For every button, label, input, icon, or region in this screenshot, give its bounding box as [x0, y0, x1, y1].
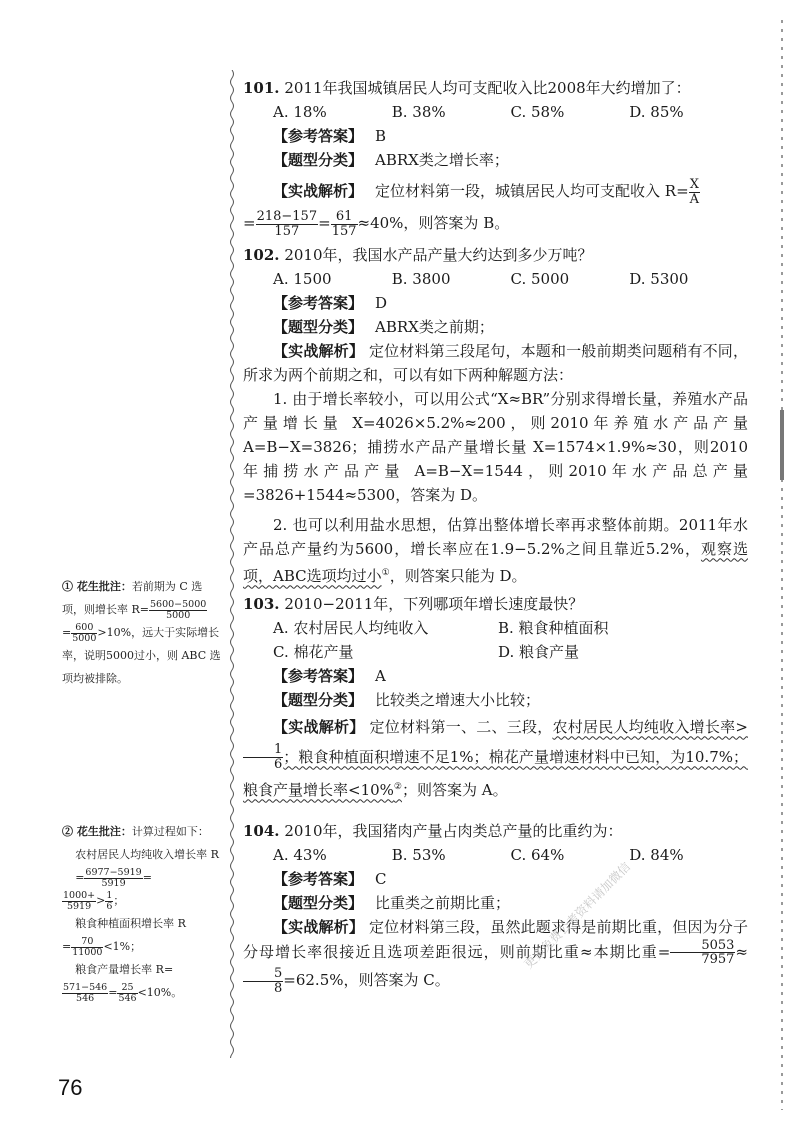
note2-title: 计算过程如下：: [131, 825, 209, 838]
note2-frac1-num: 6977−5919: [85, 866, 142, 878]
note2-frac6-num: 25: [117, 983, 137, 994]
q101-analysis: [243, 178, 748, 206]
q104-options: [243, 843, 748, 867]
main-column: [243, 72, 748, 995]
q102-type-label: 【题型分类】: [273, 317, 364, 336]
q103-frac: [243, 743, 283, 771]
q103-type: [243, 688, 748, 712]
note2-label: ② 花生批注：: [62, 825, 132, 838]
note2-frac5: [62, 983, 108, 1004]
note2-line3: 粮食产量增长率 R=: [75, 963, 174, 976]
note2-frac6-den: 546: [118, 992, 137, 1004]
note1-text-a: 若前期为 C 选项，则增长率 R=: [62, 580, 203, 616]
q104-type-label: 【题型分类】: [273, 893, 364, 912]
note1-eq: =: [62, 626, 72, 639]
q101-analysis-cont: [243, 210, 748, 238]
q101-eq-mid: =: [318, 214, 331, 233]
q103-frac-den: 6: [274, 757, 283, 773]
q101-stem: [243, 76, 748, 100]
q102-method1: 1. 由于增长率较小，可以用公式“X≈BR”分别求得增长量，养殖水产品产量增长量 X=4026×5.2%≈200，则2010年养殖水产品产量 A=B−X=3826；捕捞水产品产量增长量 X=1574×1.9%≈30，则2010年捕捞水产品产量 A=B−X=1544，则2010年水产品总产量=3826+1544≈5300，答案为 D。: [243, 389, 748, 504]
q102-stem: [243, 243, 748, 267]
q101-type-label: 【题型分类】: [273, 151, 364, 169]
note1-label: ① 花生批注：: [62, 580, 132, 593]
q102-option-c: C. 5000: [510, 269, 570, 288]
q104-type: [243, 891, 748, 915]
q104-answer-value: C: [375, 869, 387, 888]
q103-analysis-end: ；则答案为 A。: [402, 780, 508, 799]
note2-eq3: =: [108, 986, 118, 999]
note2-end3: <10%。: [137, 986, 183, 999]
note2-frac3-den: 6: [106, 900, 113, 912]
q104-stem-text: 2010年，我国猪肉产量占肉类总产量的比重约为：: [284, 821, 623, 840]
note2-end1: ；: [113, 894, 125, 907]
q103-analysis: [243, 712, 748, 805]
q102-method2-a: 2. 也可以利用盐水思想，估算出整体增长率再求整体前期。2011年水产品总产量约为5600，增长率应在1.9−5.2%之间且靠近5.2%，: [243, 515, 748, 558]
q104-stem: [243, 819, 748, 843]
q104-analysis-b: =62.5%，则答案为 C。: [283, 971, 450, 990]
q103-type-label: 【题型分类】: [273, 690, 364, 709]
q104-analysis: [243, 915, 748, 996]
q104-frac1: [670, 939, 735, 967]
q101-frac2: [331, 210, 358, 238]
q101-type: [243, 148, 748, 172]
q101-frac-r-den: A: [689, 191, 700, 207]
q104-analysis-label: 【实战解析】: [273, 917, 365, 936]
q103-answer: [243, 664, 748, 688]
q102-type-value: ABRX类之前期；: [375, 317, 494, 336]
q102-method2-underlined: 观察选项，ABC选项均过小: [243, 539, 748, 585]
q104-answer: [243, 867, 748, 891]
q101-number: 101.: [243, 79, 280, 97]
note2-eq1: =: [142, 871, 152, 884]
q102-number: 102.: [243, 245, 280, 264]
q102-analysis-intro: 定位材料第三段尾句，本题和一般前期类问题稍有不同，所求为两个前期之和，可以有如下两种解题方法：: [243, 341, 748, 384]
margin-note-1: [62, 575, 222, 690]
q101-answer-label: 【参考答案】: [273, 127, 364, 145]
q103-option-b: B. 粮食种植面积: [498, 618, 609, 637]
q104-frac1-den: 7957: [701, 952, 735, 968]
q103-analysis-a: 定位材料第一、二、三段，: [369, 717, 553, 736]
watermark: 更多免费公考资料请加微信: [521, 859, 634, 972]
note2-frac1-den: 5919: [101, 877, 126, 889]
q103-answer-value: A: [375, 666, 386, 685]
q102-analysis: [243, 339, 748, 387]
q103-analysis-w2: ；粮食种植面积增速不足1%；棉花产量增速材料中已知，为10.7%；粮食产量增长率<10%: [243, 747, 748, 799]
q101-eq-prefix: =: [243, 214, 256, 233]
q101-option-a: A. 18%: [273, 103, 327, 121]
q104-number: 104.: [243, 821, 280, 840]
note1-frac1-den: 5000: [166, 609, 191, 621]
q102-analysis-label: 【实战解析】: [273, 341, 365, 360]
q103-options: [243, 616, 748, 664]
note2-frac4-den: 11000: [72, 946, 103, 958]
q101-type-value: ABRX类之增长率；: [375, 151, 509, 169]
q103-stem: [243, 592, 748, 616]
q101-option-b: B. 38%: [391, 103, 446, 121]
q104-frac1-num: 5053: [670, 939, 735, 954]
note1-frac2-num: 600: [71, 623, 97, 634]
q101-frac2-num: 61: [331, 210, 358, 225]
q102-answer: [243, 291, 748, 315]
q101-analysis-text: 定位材料第一段，城镇居民人均可支配收入 R=: [375, 182, 689, 201]
q102-method2: [243, 513, 748, 588]
q102-option-b: B. 3800: [391, 269, 451, 288]
q104-analysis-a: 定位材料第三段，虽然此题求得是前期比重，但因为分子分母增长率很接近且选项差距很远，则前期比重≈本期比重=: [243, 917, 748, 961]
q101-frac1-num: 218−157: [256, 209, 318, 225]
note1-text-b: >10%，远大于实际增长率，说明5000过小，则 ABC 选项均被排除。: [62, 626, 221, 685]
note2-end2: <1%；: [103, 940, 142, 953]
q102-answer-label: 【参考答案】: [273, 293, 364, 312]
q103-type-value: 比较类之增速大小比较；: [375, 690, 541, 709]
note2-frac1: [84, 868, 142, 889]
q103-footnote-ref: ②: [393, 781, 402, 792]
q101-answer-value: B: [375, 127, 387, 145]
q101-answer: [243, 124, 748, 148]
q104-approx: ≈: [735, 942, 748, 961]
q103-option-c: C. 棉花产量: [273, 642, 354, 661]
q104-option-d: D. 84%: [629, 845, 684, 864]
note2-gt1: >: [96, 894, 106, 907]
note2-frac2: [62, 891, 96, 912]
q101-analysis-end: ≈40%，则答案为 B。: [357, 214, 510, 233]
q104-type-value: 比重类之前期比重；: [375, 893, 511, 912]
q101-option-c: C. 58%: [510, 103, 565, 121]
q102-options: [243, 267, 748, 291]
note2-eq2: =: [62, 940, 72, 953]
q103-answer-label: 【参考答案】: [273, 666, 364, 685]
note1-frac2: [71, 623, 97, 644]
note2-frac5-num: 571−546: [63, 981, 108, 993]
q101-stem-text: 2011年我国城镇居民人均可支配收入比2008年大约增加了：: [284, 79, 691, 97]
page-edge-bar: [780, 410, 784, 480]
note2-frac5-den: 546: [76, 992, 95, 1004]
q103-number: 103.: [243, 594, 280, 613]
page-edge-dots: [781, 20, 783, 1110]
q103-stem-text: 2010−2011年，下列哪项年增长速度最快？: [284, 594, 584, 613]
q104-option-c: C. 64%: [510, 845, 565, 864]
q103-analysis-w1: 农村居民人均纯收入增长率>: [552, 717, 748, 736]
q104-frac2: [243, 967, 283, 995]
q102-option-a: A. 1500: [273, 269, 332, 288]
q102-answer-value: D: [375, 293, 388, 312]
q104-option-b: B. 53%: [391, 845, 446, 864]
q103-frac-num: 1: [243, 743, 283, 758]
note1-frac1-num: 5600−5000: [150, 598, 207, 610]
note2-line2: 粮食种植面积增长率 R: [75, 917, 186, 930]
q104-frac2-den: 8: [274, 980, 283, 996]
q101-option-d: D. 85%: [629, 103, 684, 121]
q104-option-a: A. 43%: [273, 845, 327, 864]
q102-method2-b: ，则答案只能为 D。: [389, 566, 527, 585]
note2-line1: 农村居民人均纯收入增长率 R =: [75, 848, 219, 884]
note2-frac3-num: 1: [106, 889, 113, 901]
q103-analysis-label: 【实战解析】: [273, 717, 365, 736]
q101-frac1-den: 157: [274, 223, 300, 239]
q101-frac-r-num: X: [689, 177, 699, 192]
q101-frac-r: [689, 178, 700, 206]
q101-analysis-label: 【实战解析】: [273, 182, 364, 201]
note1-frac2-den: 5000: [72, 632, 97, 644]
q102-type: [243, 315, 748, 339]
note2-frac6: [117, 983, 137, 1004]
q102-option-d: D. 5300: [629, 269, 689, 288]
page-number: 76: [58, 1075, 83, 1100]
q103-option-a: A. 农村居民人均纯收入: [273, 618, 429, 637]
note1-frac1: [149, 600, 207, 621]
q101-frac1: [256, 210, 319, 238]
note2-frac4-num: 70: [71, 937, 103, 948]
column-divider: [229, 70, 235, 1058]
q103-option-d: D. 粮食产量: [498, 642, 580, 661]
note2-frac2-den: 5919: [66, 900, 92, 912]
q104-answer-label: 【参考答案】: [273, 869, 364, 888]
q102-stem-text: 2010年，我国水产品产量大约达到多少万吨？: [284, 245, 593, 264]
q104-frac2-num: 5: [243, 967, 283, 982]
note2-frac4: [71, 937, 103, 958]
margin-note-2: [62, 820, 222, 1004]
q101-frac2-den: 157: [331, 223, 357, 239]
note2-frac2-num: 1000+: [63, 889, 96, 901]
q102-footnote-ref: ①: [381, 567, 390, 578]
q101-options: [243, 100, 748, 124]
